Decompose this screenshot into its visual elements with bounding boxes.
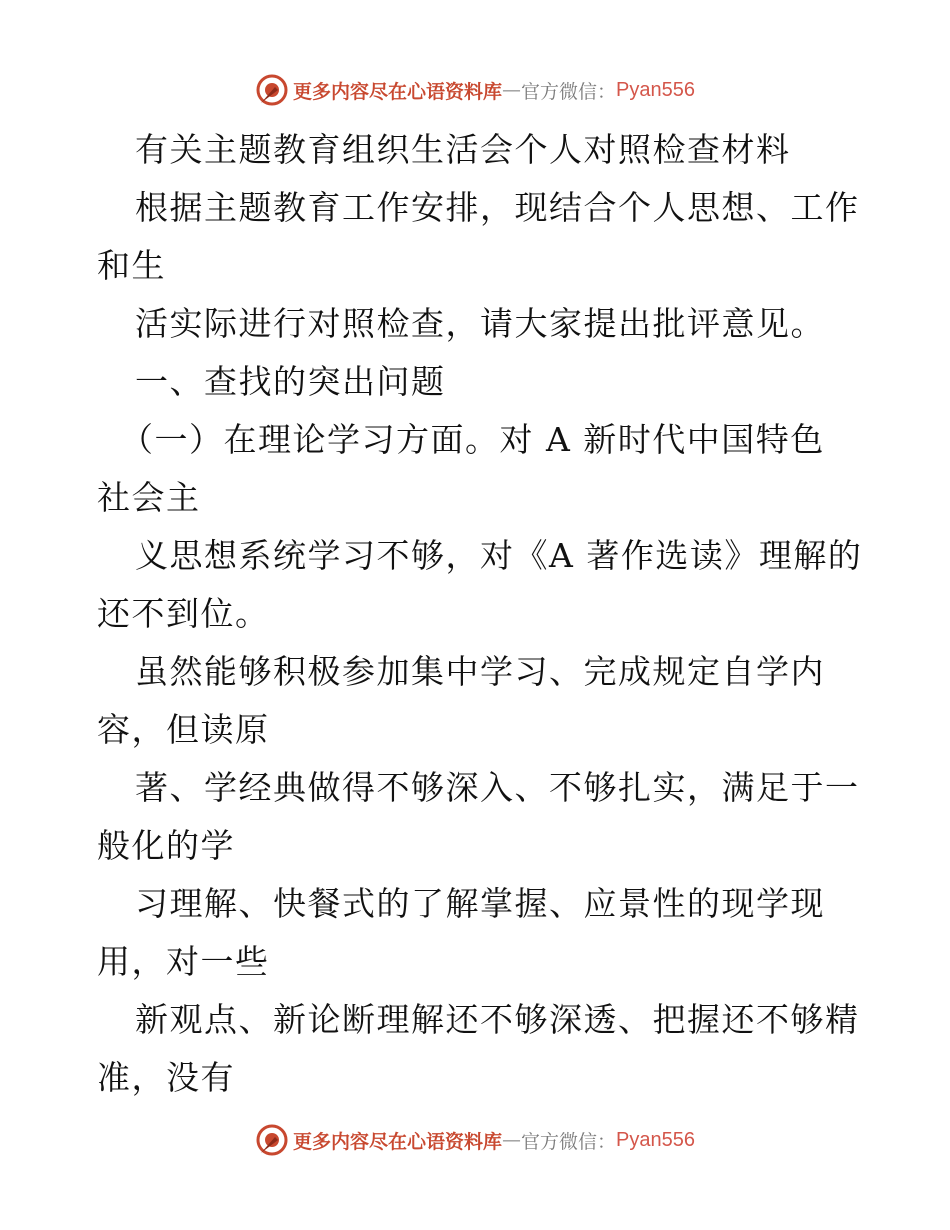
- paragraph-line: 习理解、快餐式的了解掌握、应景性的现学现: [135, 884, 825, 923]
- paragraph-line: 还不到位。: [97, 594, 270, 633]
- paragraph-line: 新观点、新论断理解还不够深透、把握还不够精: [135, 1000, 860, 1039]
- paragraph-line: 容，但读原: [97, 710, 270, 749]
- subsection-heading: （一）在理论学习方面。对 A 新时代中国特色: [120, 420, 825, 459]
- paragraph-line: 虽然能够积极参加集中学习、完成规定自学内: [135, 652, 825, 691]
- banner-separator: —: [502, 1129, 522, 1151]
- paragraph-line: 著、学经典做得不够深入、不够扎实，满足于一: [135, 768, 860, 807]
- paragraph-line: 义思想系统学习不够，对《A 著作选读》理解的: [135, 536, 863, 575]
- pen-logo-icon: [255, 1123, 289, 1157]
- header-banner: [0, 70, 950, 110]
- section-heading: 一、查找的突出问题: [135, 362, 446, 401]
- paragraph-line: 根据主题教育工作安排，现结合个人思想、工作: [135, 188, 860, 227]
- banner-wechat-id: Pyan556: [616, 78, 695, 101]
- banner-separator: —: [502, 79, 522, 101]
- banner-title: 更多内容尽在心语资料库: [293, 1130, 503, 1153]
- paragraph-line: 和生: [97, 246, 166, 285]
- paragraph-line: 般化的学: [97, 826, 235, 865]
- footer-banner: [0, 1120, 950, 1160]
- banner-wechat-id: Pyan556: [616, 1128, 695, 1151]
- banner-wechat-label: 官方微信：: [521, 80, 617, 103]
- paragraph-line: 活实际进行对照检查，请大家提出批评意见。: [135, 304, 825, 343]
- pen-logo-icon: [255, 73, 289, 107]
- paragraph-line: 社会主: [97, 478, 201, 517]
- banner-wechat-label: 官方微信：: [521, 1130, 617, 1153]
- paragraph-line: 用，对一些: [97, 942, 270, 981]
- paragraph-line: 准，没有: [97, 1058, 235, 1097]
- banner-title: 更多内容尽在心语资料库: [293, 80, 503, 103]
- document-title: 有关主题教育组织生活会个人对照检查材料: [135, 130, 791, 169]
